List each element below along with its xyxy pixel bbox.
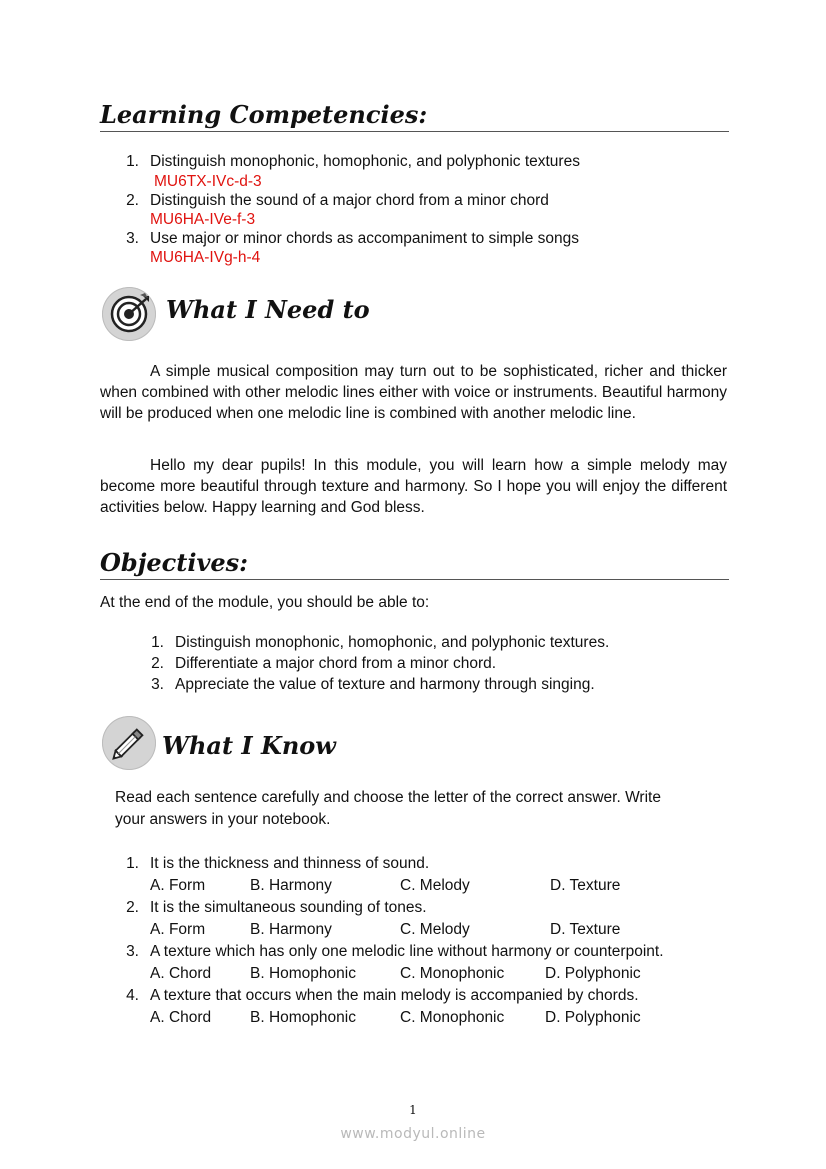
option-b: B. Harmony [250,877,332,894]
need-heading: What I Need to [166,295,370,324]
competency-code: MU6HA-IVg-h-4 [150,249,261,266]
objective-text: Differentiate a major chord from a minor chord. [175,655,497,672]
option-d: D. Polyphonic [545,1009,641,1026]
need-paragraph-1 [100,361,727,424]
option-a: A. Chord [150,965,212,982]
option-c: C. Melody [400,877,470,894]
need-paragraph-2 [100,455,727,518]
know-instructions-line2: your answers in your notebook. [115,811,331,828]
paragraph-text: Hello my dear pupils! In this module, you will learn how a simple melody may become more beautiful through texture and harmony. So I hope you will enjoy the different activities below. Happy learning and God bless. [100,457,727,516]
competency-text: Distinguish the sound of a major chord from a minor chord [150,192,549,209]
objective-text: Distinguish monophonic, homophonic, and polyphonic textures. [175,634,610,651]
option-d: D. Polyphonic [545,965,641,982]
option-c: C. Monophonic [400,965,505,982]
question-text: A texture that occurs when the main melody is accompanied by chords. [150,987,639,1004]
list-number: 2. [126,192,139,209]
list-number: 2. [151,655,164,672]
option-b: B. Homophonic [250,1009,356,1026]
question-text: It is the simultaneous sounding of tones. [150,899,427,916]
list-number: 1. [151,634,164,651]
option-d: D. Texture [550,877,621,894]
question-text: It is the thickness and thinness of sound. [150,855,430,872]
page-number: 1 [409,1103,417,1117]
list-number: 3. [151,676,164,693]
option-d: D. Texture [550,921,621,938]
question-text: A texture which has only one melodic line without harmony or counterpoint. [150,943,664,960]
competency-text: Distinguish monophonic, homophonic, and polyphonic textures [150,153,580,170]
list-number: 3. [126,943,139,960]
know-instructions-line1: Read each sentence carefully and choose the letter of the correct answer. Write [115,789,661,806]
competency-text: Use major or minor chords as accompaniment to simple songs [150,230,580,247]
option-a: A. Form [150,877,206,894]
pencil-icon [102,716,156,770]
competencies-heading: Learning Competencies: [100,100,428,129]
paragraph-text: A simple musical composition may turn out to be sophisticated, richer and thicker when combined with other melodic lines either with voice or instruments. Beautiful harmony will be produced when one melodic line is combined with another melodic line. [100,363,727,422]
competencies-rule [100,131,729,132]
list-number: 3. [126,230,139,247]
competency-code: MU6TX-IVc-d-3 [154,173,262,190]
objectives-rule [100,579,729,580]
list-number: 1. [126,855,139,872]
option-c: C. Melody [400,921,470,938]
objective-text: Appreciate the value of texture and harmony through singing. [175,676,595,693]
watermark: www.modyul.online [340,1126,486,1142]
list-number: 4. [126,987,139,1004]
objectives-intro: At the end of the module, you should be able to: [100,594,430,611]
option-a: A. Form [150,921,206,938]
list-number: 1. [126,153,139,170]
objectives-heading: Objectives: [100,548,249,577]
option-b: B. Harmony [250,921,332,938]
target-icon [102,287,156,341]
list-number: 2. [126,899,139,916]
option-c: C. Monophonic [400,1009,505,1026]
know-heading: What I Know [162,731,336,760]
competency-code: MU6HA-IVe-f-3 [150,211,256,228]
option-a: A. Chord [150,1009,212,1026]
option-b: B. Homophonic [250,965,356,982]
